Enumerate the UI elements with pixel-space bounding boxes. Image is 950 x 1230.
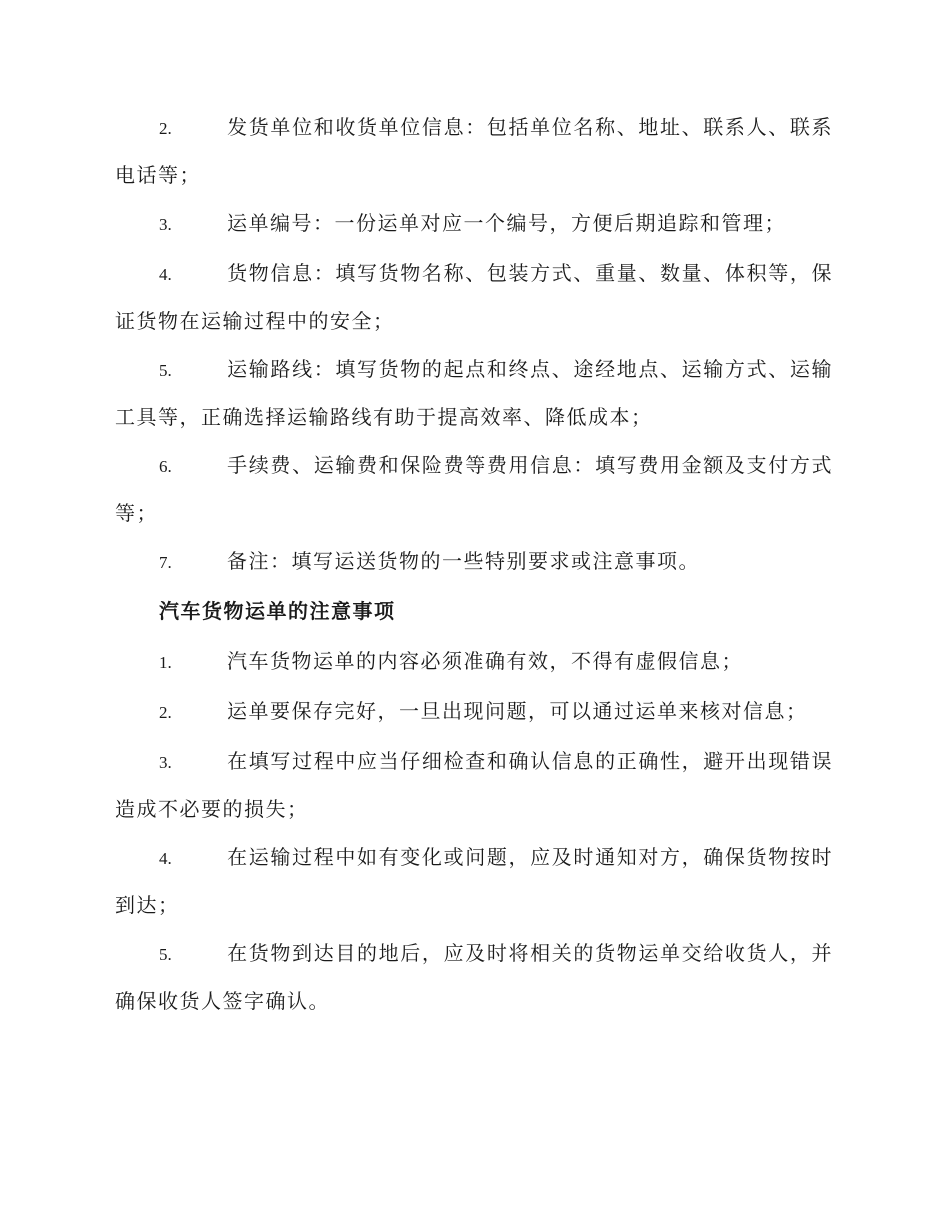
item-number: 6.: [159, 457, 172, 476]
item-text: 备注：填写运送货物的一些特别要求或注意事项。: [227, 549, 700, 573]
item-number: 5.: [159, 945, 172, 964]
item-text: 手续费、运输费和保险费等费用信息：填写费用金额及支付方式等；: [115, 453, 833, 525]
item-text: 运单要保存完好，一旦出现问题，可以通过运单来核对信息；: [227, 699, 808, 723]
item-number: 3.: [159, 753, 172, 772]
item-number: 3.: [159, 215, 172, 234]
list-item: [115, 104, 833, 198]
item-number: 4.: [159, 849, 172, 868]
list-item: [115, 930, 833, 1024]
item-text: 货物信息：填写货物名称、包装方式、重量、数量、体积等，保证货物在运输过程中的安全；: [115, 261, 833, 333]
item-number: 2.: [159, 703, 172, 722]
list-item: [115, 538, 833, 586]
item-number: 2.: [159, 119, 172, 138]
list-item: [115, 250, 833, 344]
item-number: 5.: [159, 361, 172, 380]
item-text: 在运输过程中如有变化或问题，应及时通知对方，确保货物按时到达；: [115, 845, 833, 917]
item-text: 在货物到达目的地后，应及时将相关的货物运单交给收货人，并确保收货人签字确认。: [115, 941, 833, 1013]
item-text: 运输路线：填写货物的起点和终点、途经地点、运输方式、运输工具等，正确选择运输路线有助于提高效率、降低成本；: [115, 357, 833, 429]
document-body: [115, 104, 833, 1026]
item-number: 4.: [159, 265, 172, 284]
section-heading: 汽车货物运单的注意事项: [159, 599, 396, 623]
list-item: [115, 200, 833, 248]
item-number: 7.: [159, 553, 172, 572]
item-text: 运单编号：一份运单对应一个编号，方便后期追踪和管理；: [227, 211, 786, 235]
item-text: 汽车货物运单的内容必须准确有效，不得有虚假信息；: [227, 649, 743, 673]
item-number: 1.: [159, 653, 172, 672]
item-text: 在填写过程中应当仔细检查和确认信息的正确性，避开出现错误造成不必要的损失；: [115, 749, 833, 821]
list-item: [115, 442, 833, 536]
list-item: [115, 346, 833, 440]
list-item: [115, 638, 833, 686]
item-text: 发货单位和收货单位信息：包括单位名称、地址、联系人、联系电话等；: [115, 115, 833, 187]
list-item: [115, 688, 833, 736]
list-item: [115, 738, 833, 832]
list-item: [115, 834, 833, 928]
